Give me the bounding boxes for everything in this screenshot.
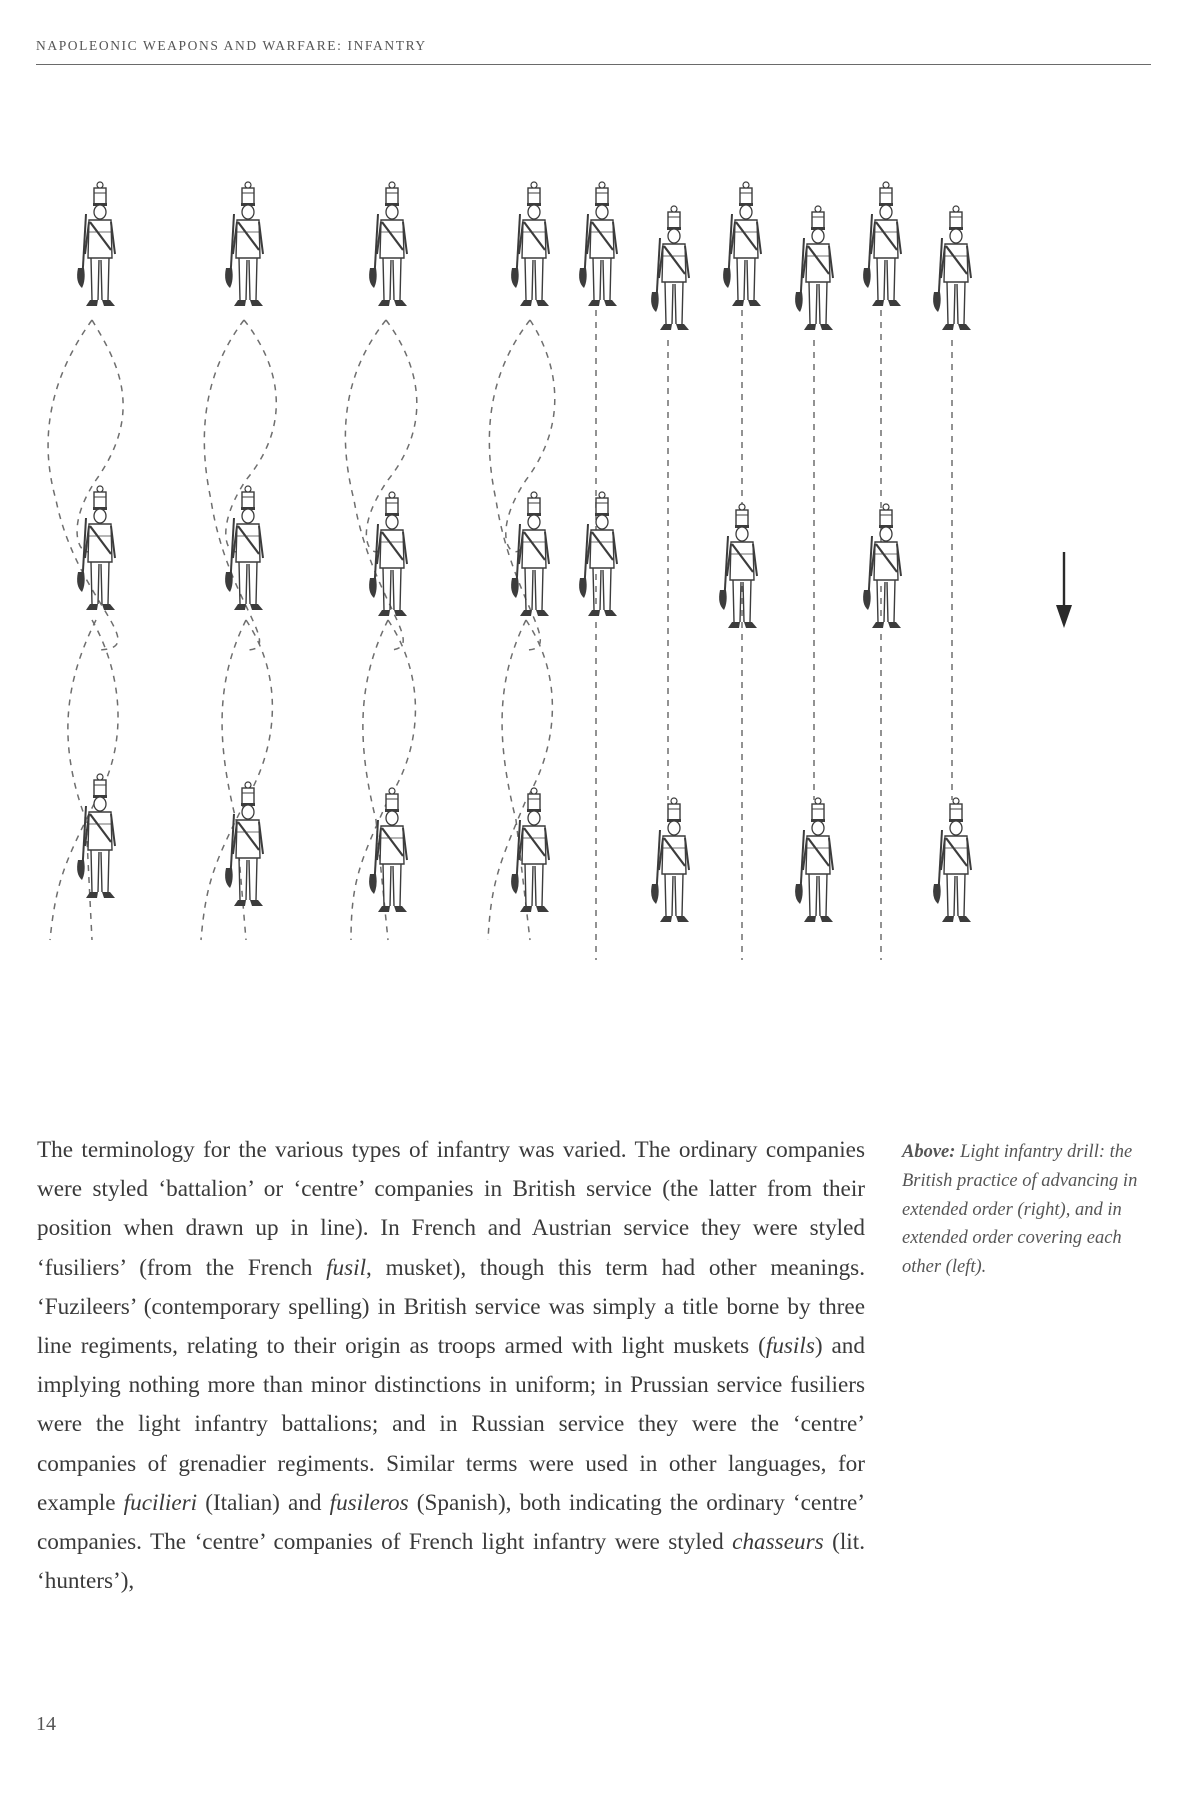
italic-term: fusileros	[329, 1489, 409, 1516]
soldier-figure-icon	[651, 798, 689, 922]
italic-term: fucilieri	[123, 1489, 198, 1516]
body-text-run: (Spanish), both indicating the ordinary ‘centre’ companies. The ‘centre’ companies of French light infantry were styled	[37, 1489, 865, 1556]
soldier-figure-icon	[933, 798, 971, 922]
page-number: 14	[36, 1713, 56, 1735]
italic-term: fusil	[326, 1254, 367, 1281]
soldier-figure-icon	[719, 504, 757, 628]
soldier-figure-icon	[511, 788, 549, 912]
figure-caption	[902, 1138, 1164, 1282]
soldier-figure-icon	[579, 182, 617, 306]
left-group-paths	[48, 320, 555, 940]
body-paragraph	[37, 1131, 865, 1601]
right-group-soldiers	[579, 182, 971, 922]
soldier-figure-icon	[369, 788, 407, 912]
soldier-figure-icon	[369, 492, 407, 616]
italic-term: chasseurs	[732, 1529, 824, 1556]
soldier-figure-icon	[795, 206, 833, 330]
soldier-figure-icon	[933, 206, 971, 330]
soldier-figure-icon	[225, 486, 263, 610]
drill-illustration	[36, 180, 1151, 1110]
soldier-figure-icon	[723, 182, 761, 306]
soldier-figure-icon	[511, 182, 549, 306]
body-text-run: (lit. ‘hunters’),	[37, 1529, 865, 1595]
body-text-run: , musket), though this term had other meanings. ‘Fuzileers’ (contemporary spelling) in British service was simply a title borne by three line regiments, relating to their origin as troops armed with light muskets (	[37, 1254, 865, 1360]
soldier-figure-icon	[77, 182, 115, 306]
body-text-run: The terminology for the various types of infantry was varied. The ordinary companies were styled ‘battalion’ or ‘centre’ companies in British service (the latter from their position when drawn up in line). In French and Austrian service they were styled ‘fusiliers’ (from the French	[37, 1137, 865, 1281]
soldier-figure-icon	[651, 206, 689, 330]
soldier-figure-icon	[795, 798, 833, 922]
soldier-figure-icon	[77, 486, 115, 610]
body-text-run: ) and implying nothing more than minor distinctions in uniform; in Prussian service fusiliers were the light infantry battalions; and in Russian service they were the ‘centre’ companies of grenadier regiments. Similar terms were used in other languages, for example	[37, 1333, 865, 1516]
caption-text: Light infantry drill: the British practice of advancing in extended order (right), and in extended order covering each other (left).	[902, 1142, 1138, 1278]
soldier-figure-icon	[511, 492, 549, 616]
soldier-figure-icon	[369, 182, 407, 306]
soldier-figure-icon	[77, 774, 115, 898]
soldier-figure-icon	[863, 504, 901, 628]
right-group-paths	[596, 310, 952, 960]
caption-lead: Above:	[902, 1142, 956, 1162]
soldier-figure-icon	[225, 182, 263, 306]
italic-term: fusils	[765, 1333, 815, 1360]
body-text-run: (Italian) and	[197, 1489, 330, 1516]
soldier-figure-icon	[863, 182, 901, 306]
header-rule	[36, 64, 1151, 65]
left-group-soldiers	[77, 182, 549, 912]
running-head: NAPOLEONIC WEAPONS AND WARFARE: INFANTRY	[36, 38, 427, 53]
soldier-figure-icon	[579, 492, 617, 616]
arrow-down-icon	[1056, 552, 1072, 628]
